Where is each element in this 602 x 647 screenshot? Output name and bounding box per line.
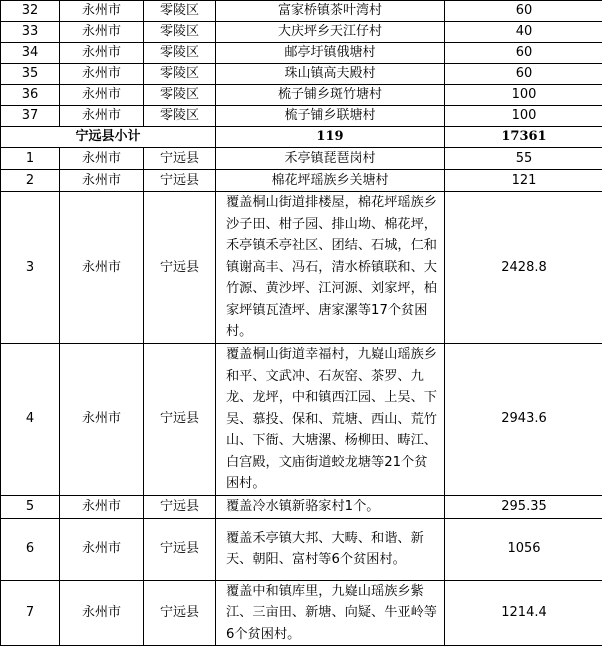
table-row (1, 495, 602, 518)
content-cell: 覆盖冷水镇新骆家村1个。 (216, 495, 445, 518)
county-cell: 宁远县 (144, 148, 216, 170)
subtotal-row (1, 127, 602, 148)
row-number: 4 (1, 344, 60, 496)
content-cell: 梳子铺乡斑竹塘村 (216, 85, 445, 106)
amount-cell: 295.35 (445, 495, 602, 518)
content-cell: 覆盖中和镇库里，九嶷山瑶族乡紫江、三亩田、新塘、向疑、牛亚岭等6个贫困村。 (216, 580, 445, 646)
city-cell: 永州市 (60, 85, 144, 106)
city-cell: 永州市 (60, 580, 144, 646)
row-number: 2 (1, 170, 60, 192)
table-row (1, 192, 602, 344)
amount-cell: 121 (445, 170, 602, 192)
county-cell: 零陵区 (144, 106, 216, 127)
county-cell: 宁远县 (144, 192, 216, 344)
table-row (1, 43, 602, 64)
city-cell: 永州市 (60, 344, 144, 496)
table-row (1, 1, 602, 22)
county-cell: 宁远县 (144, 495, 216, 518)
row-number: 3 (1, 192, 60, 344)
content-cell: 梳子铺乡联塘村 (216, 106, 445, 127)
content-cell: 大庆坪乡天江仔村 (216, 22, 445, 43)
row-number: 33 (1, 22, 60, 43)
content-cell: 禾亭镇琵琶岗村 (216, 148, 445, 170)
row-number: 36 (1, 85, 60, 106)
city-cell: 永州市 (60, 43, 144, 64)
amount-cell: 55 (445, 148, 602, 170)
county-cell: 零陵区 (144, 64, 216, 85)
amount-cell: 2943.6 (445, 344, 602, 496)
county-cell: 宁远县 (144, 580, 216, 646)
content-cell: 邮亭圩镇俄塘村 (216, 43, 445, 64)
content-cell: 珠山镇高夫殿村 (216, 64, 445, 85)
content-cell: 棉花坪瑶族乡关塘村 (216, 170, 445, 192)
county-cell: 宁远县 (144, 518, 216, 580)
row-number: 6 (1, 518, 60, 580)
content-cell: 覆盖桐山街道幸福村，九嶷山瑶族乡和平、文武冲、石灰窑、茶罗、九龙、龙坪，中和镇西江园、上吴、下吴、慕投、保和、荒塘、西山、荒竹山、下衙、大塘漯、杨柳田、畴江、白宫殿，文庙街道蛟龙塘等21个贫困村。 (216, 344, 445, 496)
subtotal-label: 宁远县小计 (1, 127, 216, 148)
amount-cell: 100 (445, 106, 602, 127)
subtotal-amount: 17361 (445, 127, 602, 148)
content-cell: 覆盖桐山街道排楼屋，棉花坪瑶族乡沙子田、柑子园、排山坳、棉花坪，禾亭镇禾亭社区、团结、石城，仁和镇谢高丰、冯石，清水桥镇联和、大竹源、黄沙坪、江河源、刘家坪，柏家坪镇瓦渣坪、唐家漯等17个贫困村。 (216, 192, 445, 344)
content-cell: 富家桥镇茶叶湾村 (216, 1, 445, 22)
amount-cell: 100 (445, 85, 602, 106)
county-cell: 零陵区 (144, 1, 216, 22)
table-row (1, 518, 602, 580)
table-row (1, 22, 602, 43)
amount-cell: 2428.8 (445, 192, 602, 344)
amount-cell: 1214.4 (445, 580, 602, 646)
subtotal-count: 119 (216, 127, 445, 148)
city-cell: 永州市 (60, 106, 144, 127)
city-cell: 永州市 (60, 1, 144, 22)
table-row (1, 106, 602, 127)
content-cell: 覆盖禾亭镇大邦、大畴、和谐、新天、朝阳、富村等6个贫困村。 (216, 518, 445, 580)
city-cell: 永州市 (60, 518, 144, 580)
table-row (1, 170, 602, 192)
row-number: 1 (1, 148, 60, 170)
amount-cell: 1056 (445, 518, 602, 580)
table-row (1, 85, 602, 106)
table-row (1, 344, 602, 496)
table-row (1, 148, 602, 170)
city-cell: 永州市 (60, 22, 144, 43)
city-cell: 永州市 (60, 495, 144, 518)
city-cell: 永州市 (60, 148, 144, 170)
row-number: 34 (1, 43, 60, 64)
amount-cell: 60 (445, 64, 602, 85)
row-number: 32 (1, 1, 60, 22)
row-number: 35 (1, 64, 60, 85)
amount-cell: 60 (445, 43, 602, 64)
row-number: 7 (1, 580, 60, 646)
county-cell: 宁远县 (144, 344, 216, 496)
county-cell: 零陵区 (144, 43, 216, 64)
row-number: 5 (1, 495, 60, 518)
amount-cell: 60 (445, 1, 602, 22)
table-row (1, 64, 602, 85)
county-cell: 宁远县 (144, 170, 216, 192)
amount-cell: 40 (445, 22, 602, 43)
city-cell: 永州市 (60, 64, 144, 85)
table-row (1, 580, 602, 646)
county-cell: 零陵区 (144, 85, 216, 106)
city-cell: 永州市 (60, 192, 144, 344)
row-number: 37 (1, 106, 60, 127)
county-cell: 零陵区 (144, 22, 216, 43)
city-cell: 永州市 (60, 170, 144, 192)
